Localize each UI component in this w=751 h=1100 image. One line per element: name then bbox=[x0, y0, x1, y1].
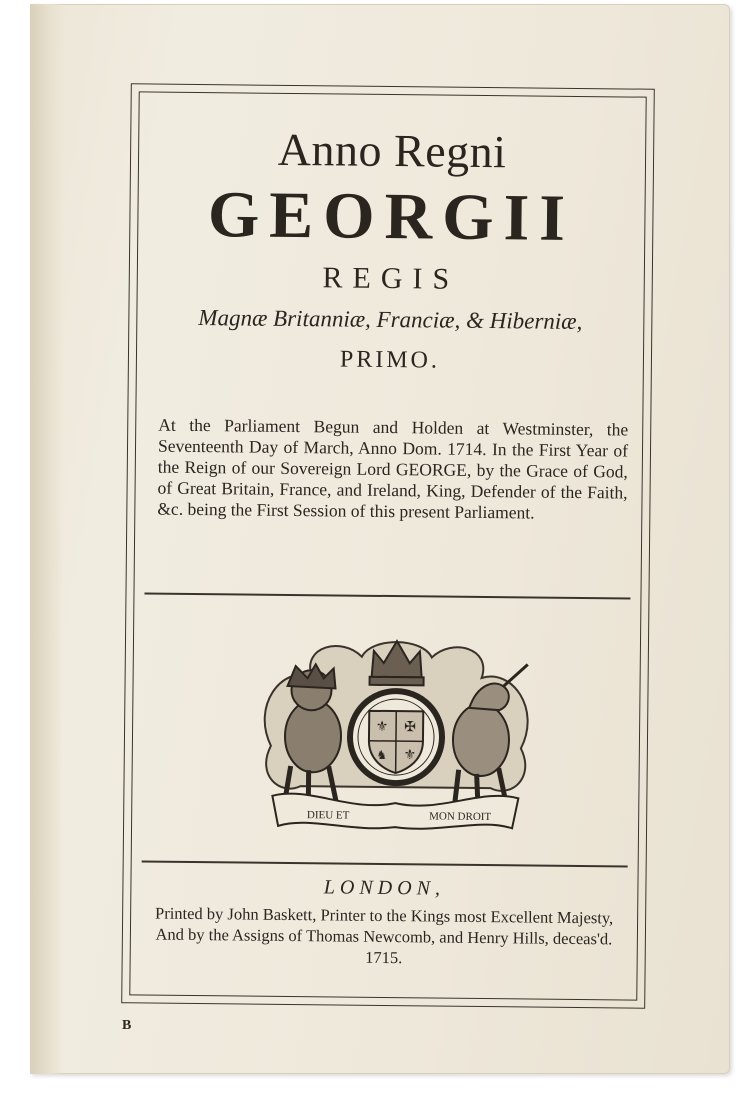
regis-heading: REGIS bbox=[322, 261, 460, 296]
georgii-heading: GEORGII bbox=[207, 178, 576, 255]
motto-right: MON DROIT bbox=[429, 810, 492, 824]
anno-regni-heading: Anno Regni bbox=[277, 123, 507, 178]
svg-text:⚜: ⚜ bbox=[375, 719, 389, 736]
outer-border bbox=[121, 83, 655, 1008]
printer-line: Printed by John Baskett, Printer to the Kings most Excellent Majesty, And by the Assigns of Thomas Newcomb, and Henry Hills, deceas'd. 1715. bbox=[154, 903, 614, 968]
inner-border bbox=[129, 91, 646, 1000]
svg-text:♞: ♞ bbox=[376, 747, 388, 763]
upper-rule bbox=[144, 592, 630, 599]
session-paragraph: At the Parliament Begun and Holden at Westminster, the Seventeenth Day of March, Anno Dom. 1714. In the First Year of the Reign of our Sovereign Lord GEORGE, by the Grace of God, of Great Britain, France, and Ireland, King, Defender of the Faith, &c. being the First Session of this present Parliament. bbox=[157, 414, 629, 523]
primo-heading: PRIMO. bbox=[339, 346, 441, 374]
title-block bbox=[137, 122, 646, 377]
lower-rule bbox=[142, 860, 628, 867]
svg-text:✠: ✠ bbox=[404, 720, 417, 736]
signature-mark: B bbox=[122, 1018, 132, 1033]
imprint-city: LONDON, bbox=[323, 876, 446, 900]
territories-line: Magnæ Britanniæ, Franciæ, & Hiberniæ, bbox=[198, 305, 583, 335]
motto-left: DIEU ET bbox=[306, 809, 350, 822]
page-spine-edge bbox=[30, 4, 64, 1074]
imprint-block bbox=[141, 872, 628, 970]
royal-coat-of-arms-icon bbox=[250, 626, 542, 843]
title-page bbox=[30, 4, 730, 1074]
svg-text:⚜: ⚜ bbox=[403, 748, 417, 764]
